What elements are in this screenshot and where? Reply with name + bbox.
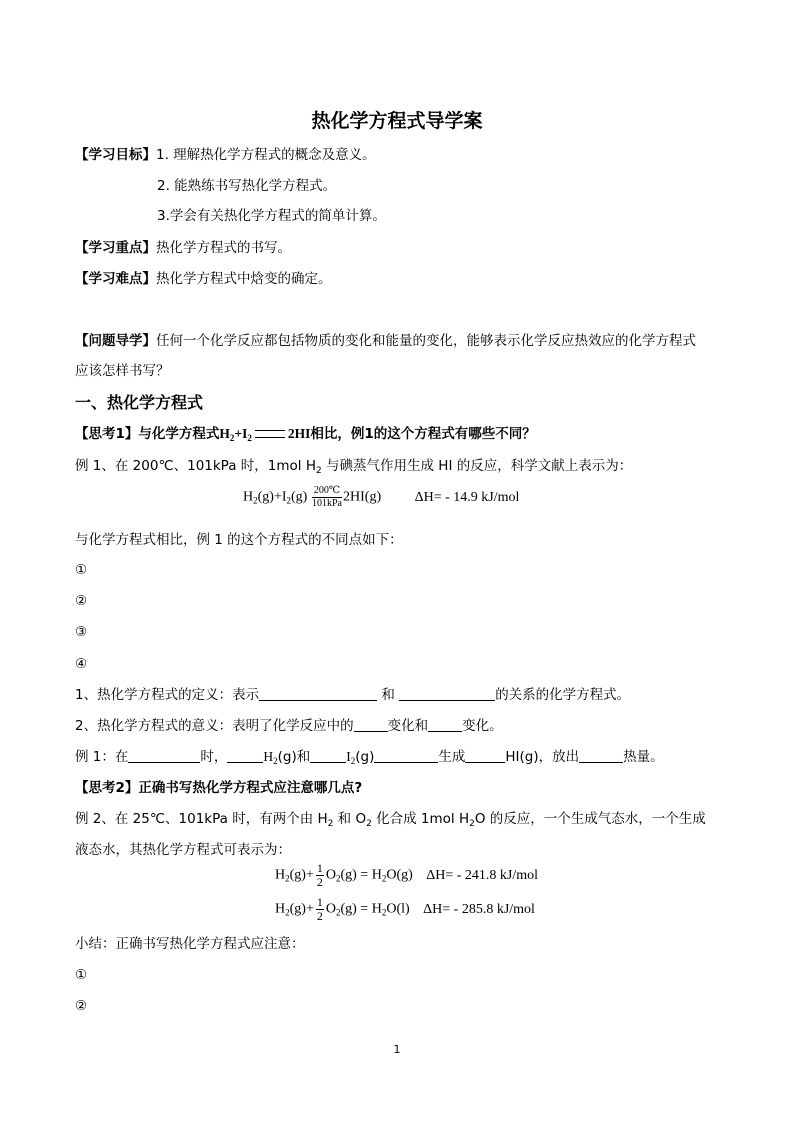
blank-field[interactable] [354,717,388,732]
eq1-sub-c: 2 [381,873,387,884]
difficulty-text: 热化学方程式中焓变的确定。 [156,271,332,287]
definition-line [75,685,630,705]
eq-g: (g) [291,489,308,505]
eq1-o: O [325,867,336,883]
fill-h2: H [263,749,274,764]
blank-field[interactable] [465,748,505,763]
guide-text-1: 任何一个化学反应都包括物质的变化和能量的变化，能够表示化学反应热效应的化学方程式 [156,333,696,349]
equilibrium-arrow-icon [255,430,285,438]
eq1-sub-b: 2 [335,873,341,884]
eq2-sub-b: 2 [335,907,341,918]
goals-label: 【学习目标】 [75,147,156,163]
compare-line: 与化学方程式相比，例 1 的这个方程式的不同点如下： [75,532,403,548]
eq2-o: O [325,901,336,917]
circle-item-3: ③ [75,624,88,640]
fill-p2: 时， [200,749,228,765]
ex2-c: 化合成 1mol H [371,811,470,827]
blank-field[interactable] [579,748,623,763]
think2 [75,778,362,798]
blank-field[interactable] [310,748,346,763]
eq2-c: O(l) [386,901,410,917]
think1-product: 2HI [287,426,311,441]
think1-post: 相比，例1的这个方程式有哪些不同？ [310,426,536,442]
meaning-p2: 变化和 [387,718,429,734]
section-heading-1: 一、热化学方程式 [75,393,204,412]
summary-item-1: ① [75,967,88,983]
fraction [316,862,324,889]
fill-p1: 例 1：在 [75,749,129,765]
meaning-p3: 变化。 [462,718,503,734]
think1-h-sub: 2 [229,433,235,443]
eq2-delta-h: ΔH= - 285.8 kJ/mol [423,901,535,917]
fill-p5: 热量。 [623,749,664,765]
ex2-a: 例 2、在 25℃、101kPa 时，有两个由 H [75,811,328,827]
fill-p4: HI(g)，放出 [505,749,580,765]
think1-label: 【思考1】 [75,426,139,442]
example2-line-2: 液态水，其热化学方程式可表示为： [75,842,291,858]
fill-i2: I [346,749,351,764]
blank-field[interactable] [227,748,263,763]
eq1-h: H [275,867,286,883]
eq2-h: H [275,901,286,917]
eq-h: H [243,489,254,505]
eq1-b: (g) = H [340,867,382,883]
eq-delta-h: ΔH= - 14.9 kJ/mol [414,489,520,505]
goals-line-1 [75,145,376,165]
def-and: 和 [381,687,395,703]
example1-equation [243,485,519,510]
key-point-text: 热化学方程式的书写。 [156,240,291,256]
fill-g1: (g)和 [277,749,311,765]
eq-right: 2HI(g) [343,489,382,505]
eq1-sub-a: 2 [285,873,290,884]
ex2-b: 和 O [333,811,367,827]
blank-field[interactable] [399,686,495,701]
example2-equation-2 [275,896,535,923]
difficulty-label: 【学习难点】 [75,271,156,287]
example-fill-line [75,747,664,771]
circle-item-2: ② [75,593,88,609]
example1-line [75,456,632,481]
guide-line-2: 应该怎样书写？ [75,363,170,379]
summary-line: 小结：正确书写热化学方程式应注意： [75,936,305,952]
guide-line-1 [75,331,696,351]
meaning-line [75,716,503,736]
ex2-sub3: 2 [469,819,475,829]
eq1-delta-h: ΔH= - 241.8 kJ/mol [426,867,539,883]
eq2-a: (g)+ [289,901,314,917]
summary-item-2: ② [75,998,88,1014]
fill-h2-sub: 2 [273,756,278,766]
meaning-p1: 2、热化学方程式的意义：表明了化学反应中的 [75,718,354,734]
key-point-label: 【学习重点】 [75,240,156,256]
eq1-c: O(g) [386,867,413,883]
eq-sub1: 2 [253,495,258,506]
think2-label: 【思考2】 [75,780,139,796]
eq2-sub-a: 2 [285,907,290,918]
goal-item-3: 3.学会有关热化学方程式的简单计算。 [157,208,386,224]
page-number: 1 [393,1043,401,1056]
ex2-d: O 的反应，一个生成气态水，一个生成 [474,811,706,827]
frac-den: 2 [316,875,323,889]
think1-i-sub: 2 [247,433,252,443]
key-point [75,238,291,258]
circle-item-4: ④ [75,656,88,672]
goal-item-2: 2. 能熟练书写热化学方程式。 [157,178,337,194]
condition-bottom: 101kPa [311,498,342,509]
fraction [316,896,324,923]
example2-line-1 [75,809,706,834]
think1-plus: +I [234,426,248,441]
fill-i2-sub: 2 [350,756,356,766]
goal-item-1: 1. 理解热化学方程式的概念及意义。 [156,147,376,163]
condition-top: 200℃ [313,485,341,496]
blank-field[interactable] [259,686,377,701]
blank-field[interactable] [374,748,438,763]
guide-label: 【问题导学】 [75,333,156,349]
frac-den: 2 [316,909,323,923]
example1-text: 例 1、在 200℃、101kPa 时，1mol H [75,458,316,474]
eq2-sub-c: 2 [381,907,387,918]
blank-field[interactable] [128,748,200,763]
def-p2: 的关系的化学方程式。 [495,687,631,703]
fill-g2: (g) [355,749,375,765]
page-title: 热化学方程式导学案 [311,110,483,132]
ex2-sub2: 2 [366,819,372,829]
eq-sub2: 2 [286,495,292,506]
ex2-sub1: 2 [327,819,334,829]
think1 [75,424,536,448]
frac-num: 1 [316,861,323,875]
think1-h: H [219,426,230,441]
def-p1: 1、热化学方程式的定义：表示 [75,687,260,703]
fill-p3: 生成 [438,749,466,765]
think2-text: 正确书写热化学方程式应注意哪几点? [138,780,363,796]
blank-field[interactable] [428,717,462,732]
eq-mid: (g)+I [257,489,287,505]
circle-item-1: ① [75,562,88,578]
eq1-a: (g)+ [289,867,314,883]
think1-pre: 与化学方程式 [138,426,220,442]
example2-equation-1 [275,862,538,889]
frac-num: 1 [316,895,323,909]
eq2-b: (g) = H [340,901,382,917]
example1-sub: 2 [315,466,322,476]
example1-text2: 与碘蒸气作用生成 HI 的反应，科学文献上表示为： [321,458,633,474]
difficulty [75,269,332,289]
reaction-condition [312,485,342,510]
